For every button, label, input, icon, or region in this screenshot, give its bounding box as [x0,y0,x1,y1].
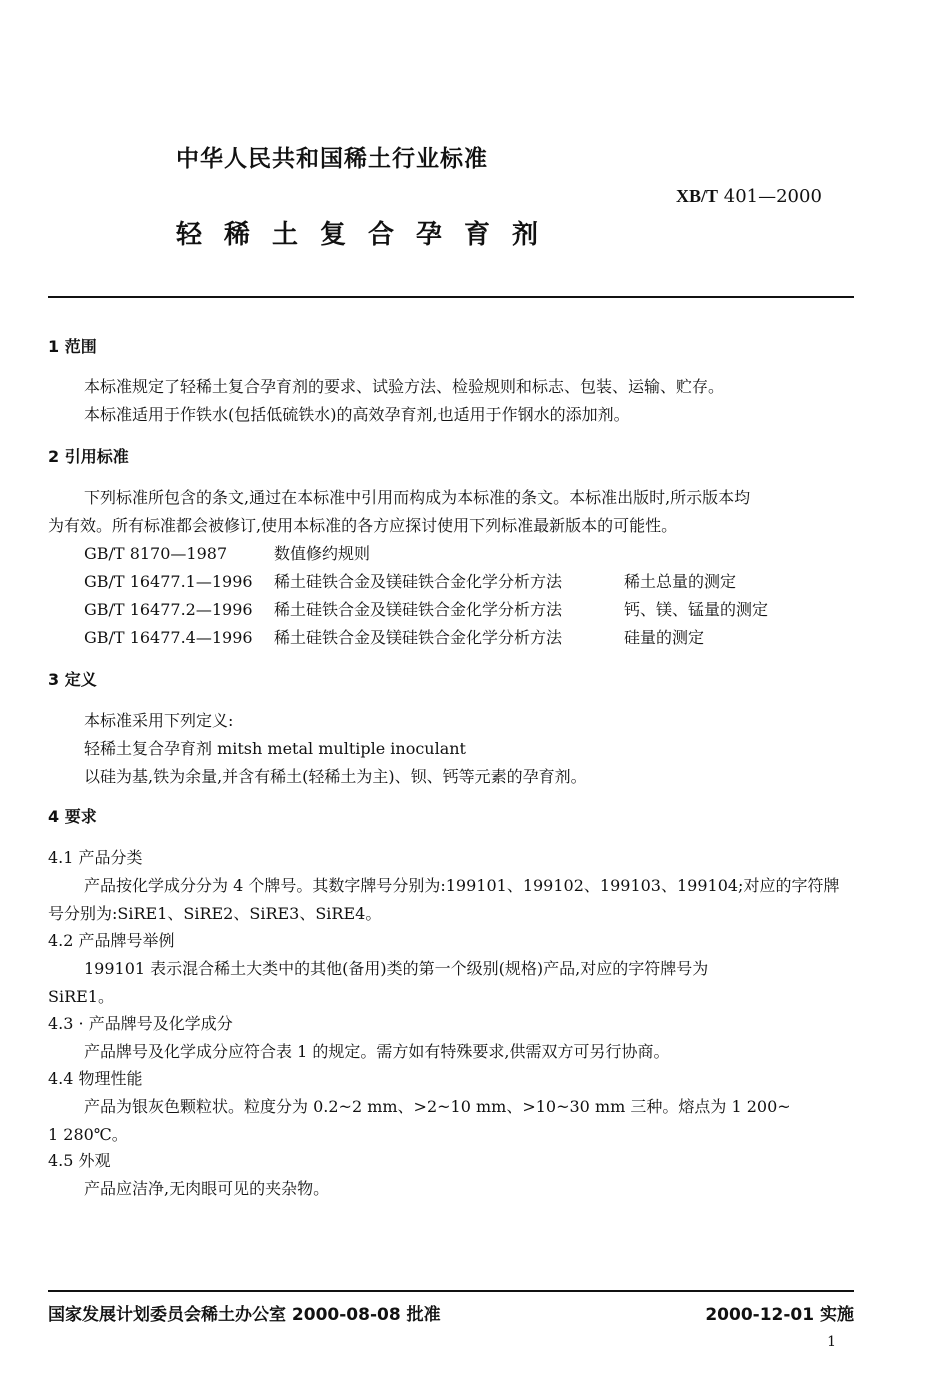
reference-name: 数值修约规则 [274,544,371,563]
section-1-paragraph-1: 本标准规定了轻稀土复合孕育剂的要求、试验方法、检验规则和标志、包装、运输、贮存。 [84,377,725,396]
reference-item [84,625,704,648]
subsection-4-4-heading: 4.4 物理性能 [48,1069,143,1088]
section-2-paragraph-line-2: 为有效。所有标准都会被修订,使用本标准的各方应探讨使用下列标准最新版本的可能性。 [48,516,678,535]
document-title: 轻稀土复合孕育剂 [176,220,561,250]
definition-text: 以硅为基,铁为余量,并含有稀土(轻稀土为主)、钡、钙等元素的孕育剂。 [84,767,587,786]
footer-rule [48,1290,854,1292]
subsection-4-4-line-1: 产品为银灰色颗粒状。粒度分为 0.2~2 mm、>2~10 mm、>10~30 mm 三种。熔点为 1 200~ [84,1097,791,1116]
issuing-org-header: 中华人民共和国稀土行业标准 [176,146,488,172]
standard-number [676,186,822,207]
reference-subtitle: 硅量的测定 [624,628,705,647]
reference-name: 稀土硅铁合金及镁硅铁合金化学分析方法 [274,628,563,647]
section-1-heading: 1 范围 [48,337,97,356]
subsection-4-3-heading: 4.3 · 产品牌号及化学成分 [48,1014,233,1033]
reference-code: GB/T 16477.1—1996 [84,572,253,591]
standard-code: 401—2000 [723,186,822,207]
reference-item [84,569,736,592]
subsection-4-1-line-1: 产品按化学成分分为 4 个牌号。其数字牌号分别为:199101、199102、199103、199104;对应的字符牌 [84,876,840,895]
subsection-4-4-line-2: 1 280℃。 [48,1125,128,1144]
reference-name: 稀土硅铁合金及镁硅铁合金化学分析方法 [274,600,563,619]
reference-subtitle: 钙、镁、锰量的测定 [624,600,769,619]
reference-code: GB/T 16477.4—1996 [84,628,253,647]
page-number: 1 [827,1334,836,1350]
approval-date: 国家发展计划委员会稀土办公室 2000-08-08 批准 [48,1305,441,1325]
subsection-4-3-paragraph: 产品牌号及化学成分应符合表 1 的规定。需方如有特殊要求,供需双方可另行协商。 [84,1042,670,1061]
reference-code: GB/T 8170—1987 [84,544,228,563]
header-rule [48,296,854,298]
subsection-4-2-heading: 4.2 产品牌号举例 [48,931,175,950]
subsection-4-5-heading: 4.5 外观 [48,1151,111,1170]
reference-item [84,541,624,564]
subsection-4-1-heading: 4.1 产品分类 [48,848,143,867]
effective-date: 2000-12-01 实施 [705,1305,854,1325]
section-2-paragraph-line-1: 下列标准所包含的条文,通过在本标准中引用而构成为本标准的条文。本标准出版时,所示版本均 [84,488,751,507]
reference-subtitle: 稀土总量的测定 [624,572,737,591]
definition-term: 轻稀土复合孕育剂 mitsh metal multiple inoculant [84,739,466,758]
section-2-heading: 2 引用标准 [48,447,129,466]
subsection-4-1-line-2: 号分别为:SiRE1、SiRE2、SiRE3、SiRE4。 [48,904,382,923]
subsection-4-5-paragraph: 产品应洁净,无肉眼可见的夹杂物。 [84,1179,330,1198]
reference-item [84,597,768,620]
subsection-4-2-line-1: 199101 表示混合稀土大类中的其他(备用)类的第一个级别(规格)产品,对应的字符牌号为 [84,959,709,978]
reference-code: GB/T 16477.2—1996 [84,600,253,619]
section-3-paragraph-1: 本标准采用下列定义: [84,711,234,730]
section-1-paragraph-2: 本标准适用于作铁水(包括低硫铁水)的高效孕育剂,也适用于作钢水的添加剂。 [84,405,630,424]
standard-prefix: XB/T [676,186,719,206]
subsection-4-2-line-2: SiRE1。 [48,987,114,1006]
section-4-heading: 4 要求 [48,807,97,826]
reference-name: 稀土硅铁合金及镁硅铁合金化学分析方法 [274,572,563,591]
section-3-heading: 3 定义 [48,670,97,689]
